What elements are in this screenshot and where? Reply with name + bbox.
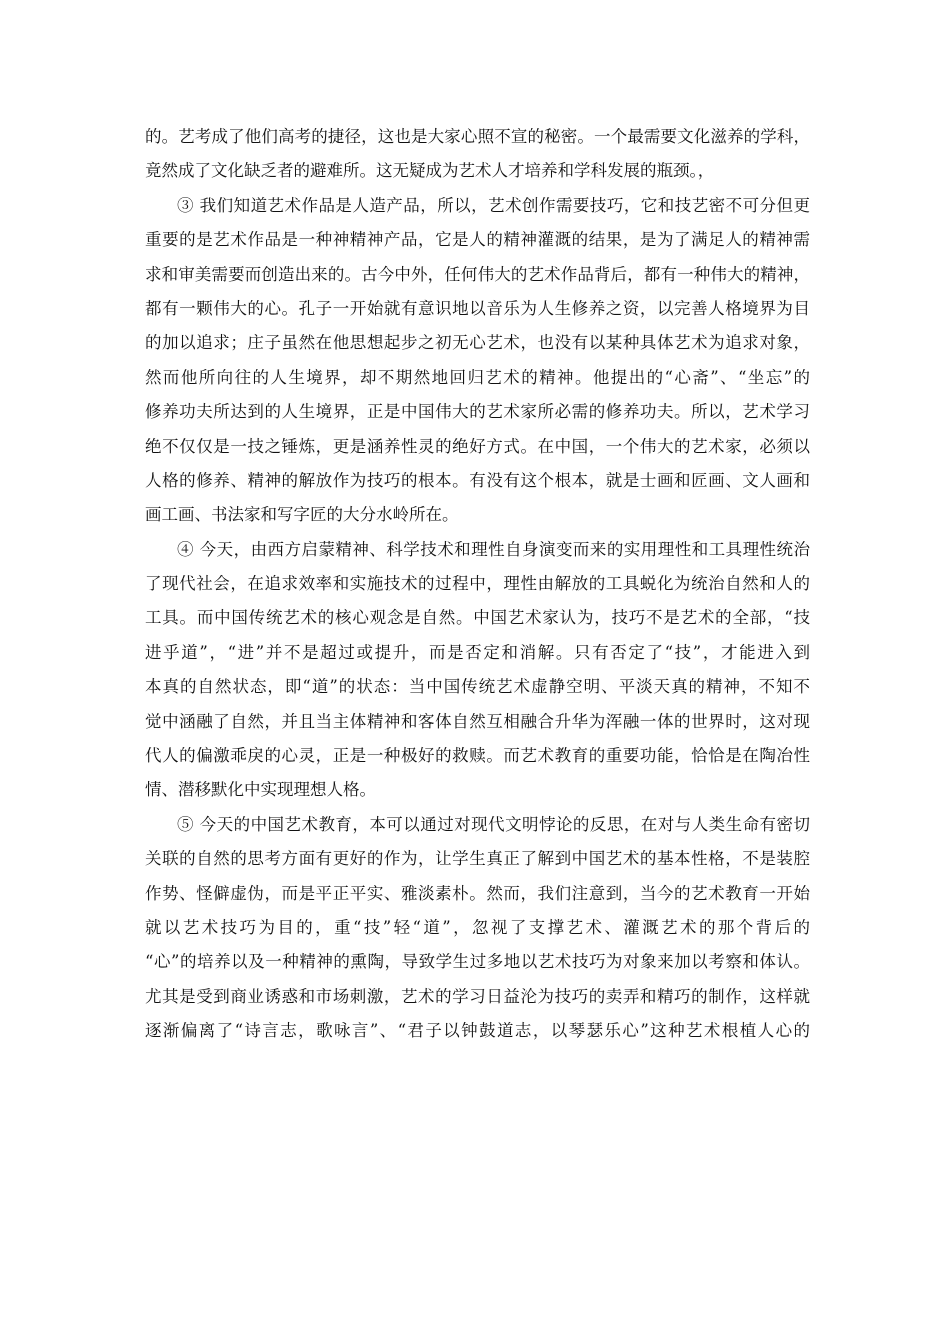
text-line: 进乎道”，“进”并不是超过或提升，而是否定和消解。只有否定了“技”，才能进入到 xyxy=(145,642,810,662)
text-line: “心”的培养以及一种精神的熏陶，导致学生过多地以艺术技巧为对象来加以考察和体认。 xyxy=(145,952,810,972)
text-line: 都有一颗伟大的心。孔子一开始就有意识地以音乐为人生修养之资，以完善人格境界为目 xyxy=(145,298,810,318)
paragraph-first-line: ④ 今天，由西方启蒙精神、科学技术和理性自身演变而来的实用理性和工具理性统治 xyxy=(177,539,810,559)
text-line: 关联的自然的思考方面有更好的作为，让学生真正了解到中国艺术的基本性格，不是装腔 xyxy=(145,849,810,869)
text-line: 尤其是受到商业诱惑和市场刺激，艺术的学习日益沦为技巧的卖弄和精巧的制作，这样就 xyxy=(145,986,810,1006)
text-line: 人格的修养、精神的解放作为技巧的根本。有没有这个根本，就是士画和匠画、文人画和 xyxy=(145,470,810,490)
text-line: 代人的偏激乖戾的心灵，正是一种极好的救赎。而艺术教育的重要功能，恰恰是在陶冶性 xyxy=(145,746,810,766)
text-line: 修养功夫所达到的人生境界，正是中国伟大的艺术家所必需的修养功夫。所以，艺术学习 xyxy=(145,402,810,422)
text-line: 然而他所向往的人生境界，却不期然地回归艺术的精神。他提出的“心斋”、“坐忘”的 xyxy=(145,367,810,387)
text-line: 重要的是艺术作品是一种神精神产品，它是人的精神灌溉的结果，是为了满足人的精神需 xyxy=(145,230,810,250)
text-line: 情、潜移默化中实现理想人格。 xyxy=(145,780,376,800)
body-text xyxy=(145,120,810,1049)
text-line: 了现代社会，在追求效率和实施技术的过程中，理性由解放的工具蜕化为统治自然和人的 xyxy=(145,574,810,594)
text-line: 觉中涵融了自然，并且当主体精神和客体自然互相融合升华为浑融一体的世界时，这对现 xyxy=(145,711,810,731)
text-line: 就以艺术技巧为目的，重“技”轻“道”，忽视了支撑艺术、灌溉艺术的那个背后的 xyxy=(145,917,810,937)
text-line: 求和审美需要而创造出来的。古今中外，任何伟大的艺术作品背后，都有一种伟大的精神， xyxy=(145,264,810,284)
text-line: 逐渐偏离了“诗言志，歌咏言”、“君子以钟鼓道志，以琴瑟乐心”这种艺术根植人心的 xyxy=(145,1021,810,1041)
text-line: 画工画、书法家和写字匠的大分水岭所在。 xyxy=(145,505,459,525)
text-line: 本真的自然状态，即“道”的状态：当中国传统艺术虚静空明、平淡天真的精神，不知不 xyxy=(145,677,810,697)
text-line: 绝不仅仅是一技之锤炼，更是涵养性灵的绝好方式。在中国，一个伟大的艺术家，必须以 xyxy=(145,436,810,456)
text-line: 工具。而中国传统艺术的核心观念是自然。中国艺术家认为，技巧不是艺术的全部，“技 xyxy=(145,608,810,628)
text-line: 的。艺考成了他们高考的捷径，这也是大家心照不宣的秘密。一个最需要文化滋养的学科， xyxy=(145,127,810,146)
text-line: 竟然成了文化缺乏者的避难所。这无疑成为艺术人才培养和学科发展的瓶颈。， xyxy=(145,161,715,181)
paragraph-first-line: ⑤ 今天的中国艺术教育，本可以通过对现代文明悖论的反思，在对与人类生命有密切 xyxy=(177,814,810,834)
text-line: 的加以追求；庄子虽然在他思想起步之初无心艺术，也没有以某种具体艺术为追求对象， xyxy=(145,333,810,353)
paragraph-first-line: ③ 我们知道艺术作品是人造产品，所以，艺术创作需要技巧，它和技艺密不可分但更 xyxy=(177,195,810,215)
text-line: 作势、怪僻虚伪，而是平正平实、雅淡素朴。然而，我们注意到，当今的艺术教育一开始 xyxy=(145,883,810,903)
